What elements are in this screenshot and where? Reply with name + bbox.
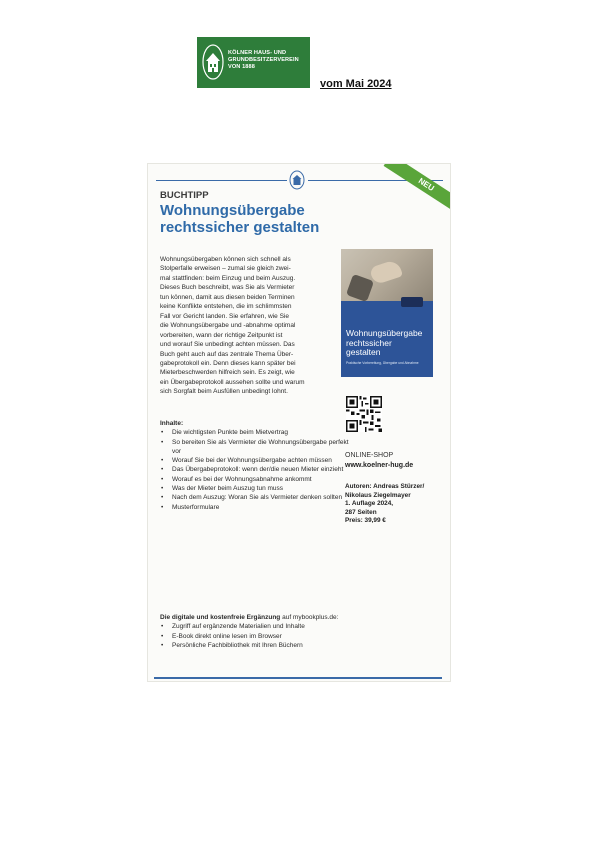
book-cover [341,249,433,377]
divider-line [156,180,287,181]
cover-photo [341,249,433,301]
list-item: • Worauf Sie bei der Wohnungsübergabe achten müssen [160,456,350,465]
contents-header: Inhalte: [160,420,184,427]
association-logo [197,37,310,88]
qr-code-icon [346,396,382,432]
house-emblem-icon [289,170,305,190]
list-item: • Das Übergabeprotokoll: wenn der/die neuen Mieter einzieht [160,465,350,474]
book-title: Wohnungsübergabe rechtssicher gestalten [346,328,423,357]
list-item: • E-Book direkt online lesen im Browser [160,632,430,641]
online-shop [345,451,413,470]
kicker: BUCHTIPP [160,190,209,201]
extras-section [160,613,430,650]
list-item: • Musterformulare [160,503,350,512]
list-item: • Persönliche Fachbibliothek mit Ihren Büchern [160,641,430,650]
new-badge: NEU [384,163,451,216]
shop-label: ONLINE-SHOP [345,452,394,459]
book-tip-clipping [147,163,451,682]
list-item: • Zugriff auf ergänzende Materialien und Inhalte [160,622,430,631]
divider-line [154,677,442,679]
list-item: • So bereiten Sie als Vermieter die Wohnungsübergabe perfekt vor [160,438,350,457]
list-item: • Nach dem Auszug: Woran Sie als Vermieter denken sollten [160,493,350,502]
publication-info: Autoren: Andreas Stürzer/ Nikolaus Ziegelmayer 1. Auflage 2024, 287 Seiten Preis: 39,99 € [345,483,425,525]
publisher-badge [401,297,423,307]
book-subtitle: Praktische Vorbereitung, Übergabe und Abnahme [346,361,419,365]
list-item: • Worauf es bei der Wohnungsabnahme ankommt [160,475,350,484]
list-item: • Was der Mieter beim Auszug tun muss [160,484,350,493]
shop-url[interactable]: www.koelner-hug.de [345,461,414,469]
house-emblem-icon [202,43,224,81]
article-body: Wohnungsübergaben können sich schnell als Stolperfalle erweisen – zumal sie gleich zwei- mal stattfinden: beim Einzug und beim Auszug. Dieses Buch beschreibt, was Sie als Vermieter tun können, damit aus diesen beiden Terminen keine Konflikte entstehen, die im schlimmsten Fall vor Gericht landen. Sie erfahren, wie Sie die Wohnungsübergabe und -abnahme optimal vorbereiten, wann der richtige Zeitpunkt ist und worauf Sie unbedingt achten müssen. Das Buch geht auch auf das zentrale Thema Über- gabeprotokoll ein. Denn dieses kann später bei Mieterbeschwerden hilfreich sein. Es zeigt, wie ein Übergabeprotokoll aussehen sollte und warum sich Sorgfalt beim Ausfüllen unbedingt lohnt. [160,256,305,396]
list-item: • Die wichtigsten Punkte beim Mietvertrag [160,428,350,437]
contents-section [160,419,350,512]
date-label: vom Mai 2024 [320,78,392,90]
logo-text: KÖLNER HAUS- UND GRUNDBESITZERVEREIN VON 1888 [228,50,299,70]
article-title: Wohnungsübergabe rechtssicher gestalten [160,202,320,236]
extras-header: Die digitale und kostenfreie Ergänzung auf mybookplus.de: [160,614,339,621]
